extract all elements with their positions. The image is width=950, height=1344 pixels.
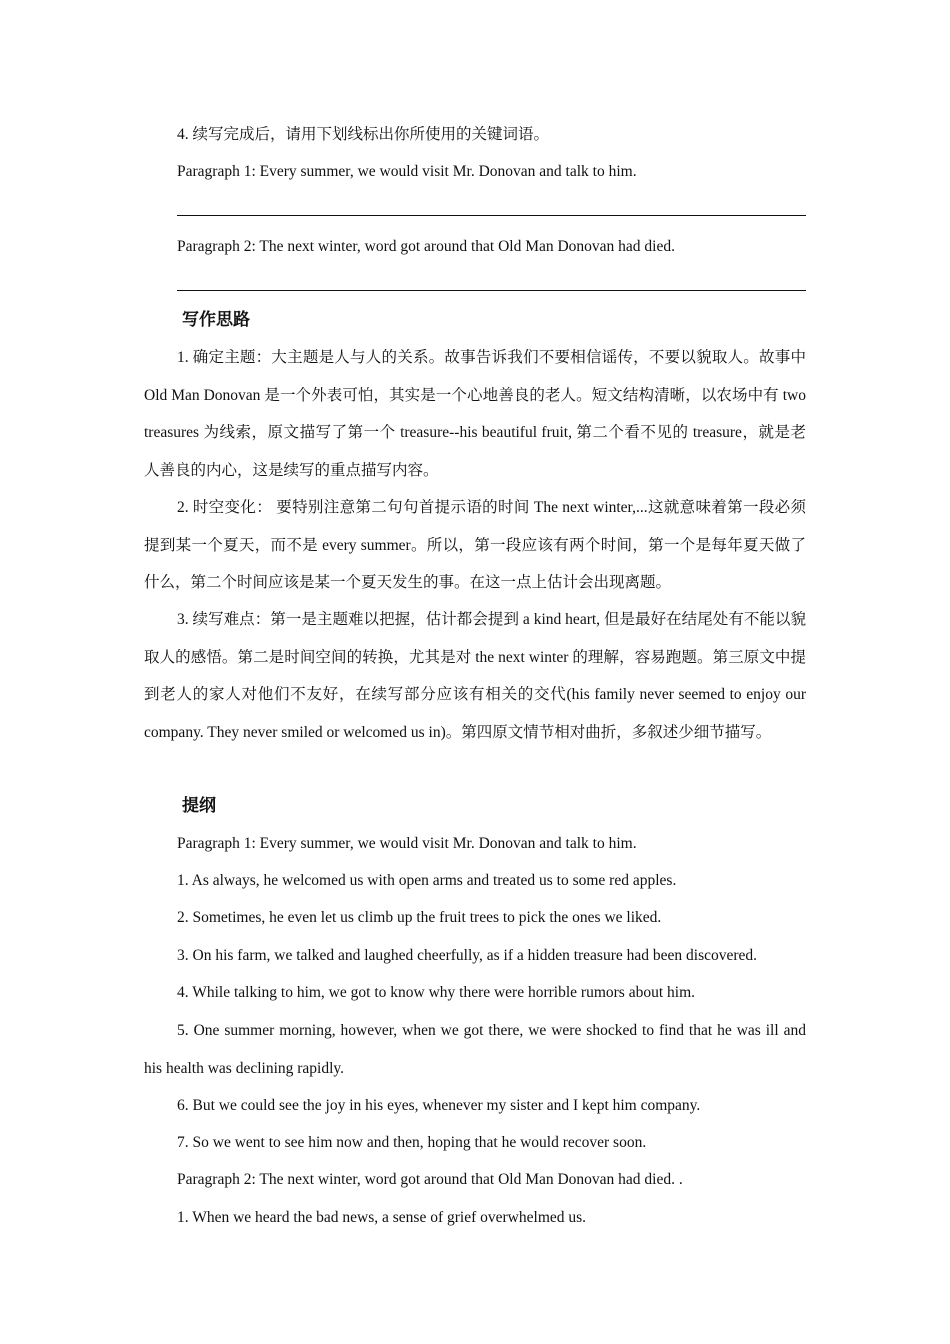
outline-p1-item-4: 4. While talking to him, we got to know why there were horrible rumors about him. — [177, 984, 696, 1001]
outline-p1-item-5: 5. One summer morning, however, when we got there, we were shocked to find that he was ill and his health was declining rapidly. — [144, 1022, 806, 1077]
outline-p1-item-1: 1. As always, he welcomed us with open arms and treated us to some red apples. — [177, 872, 677, 889]
writing-ideas-heading: 写作思路 — [182, 310, 250, 330]
writing-idea-2: 2. 时空变化： 要特别注意第二句句首提示语的时间 The next winter,...这就意味着第一段必须提到某一个夏天，而不是 every summer。所以，第一段应该有两个时间，第一个是每年夏天做了什么，第二个时间应该是某一个夏天发生的事。在这一点上估计会出现离题。 — [144, 499, 806, 591]
writing-idea-1: 1. 确定主题：大主题是人与人的关系。故事告诉我们不要相信谣传，不要以貌取人。故事中 Old Man Donovan 是一个外表可怕，其实是一个心地善良的老人。短文结构清晰，以农场中有 two treasures 为线索，原文描写了第一个 treasure--his beautiful fruit, 第二个看不见的 treasure，就是老人善良的内心，这是续写的重点描写内容。 — [144, 349, 806, 479]
outline-p1-item-6: 6. But we could see the joy in his eyes, whenever my sister and I kept him company. — [177, 1097, 701, 1114]
answer-line-2 — [177, 290, 806, 291]
outline-p2-item-1: 1. When we heard the bad news, a sense of grief overwhelmed us. — [177, 1209, 587, 1226]
outline-paragraph1-title: Paragraph 1: Every summer, we would visit Mr. Donovan and talk to him. — [177, 835, 637, 852]
outline-heading: 提纲 — [182, 796, 216, 816]
outline-p1-item-2: 2. Sometimes, he even let us climb up the fruit trees to pick the ones we liked. — [177, 909, 662, 926]
paragraph2-prompt: Paragraph 2: The next winter, word got around that Old Man Donovan had died. — [177, 238, 675, 255]
outline-p1-item-3: 3. On his farm, we talked and laughed cheerfully, as if a hidden treasure had been discovered. — [177, 947, 758, 964]
writing-idea-3: 3. 续写难点：第一是主题难以把握，估计都会提到 a kind heart, 但是最好在结尾处有不能以貌取人的感悟。第二是时间空间的转换，尤其是对 the next winter 的理解，容易跑题。第三原文中提到老人的家人对他们不友好，在续写部分应该有相关的交代(his family never seemed to enjoy our company. They never smiled or welcomed us in)。第四原文情节相对曲折，多叙述少细节描写。 — [144, 611, 806, 741]
paragraph1-prompt: Paragraph 1: Every summer, we would visit Mr. Donovan and talk to him. — [177, 163, 637, 180]
outline-p1-item-7: 7. So we went to see him now and then, hoping that he would recover soon. — [177, 1134, 647, 1151]
outline-paragraph2-title: Paragraph 2: The next winter, word got around that Old Man Donovan had died. . — [177, 1171, 683, 1188]
answer-line-1 — [177, 215, 806, 216]
task-item-4: 4. 续写完成后，请用下划线标出你所使用的关键词语。 — [177, 126, 550, 143]
